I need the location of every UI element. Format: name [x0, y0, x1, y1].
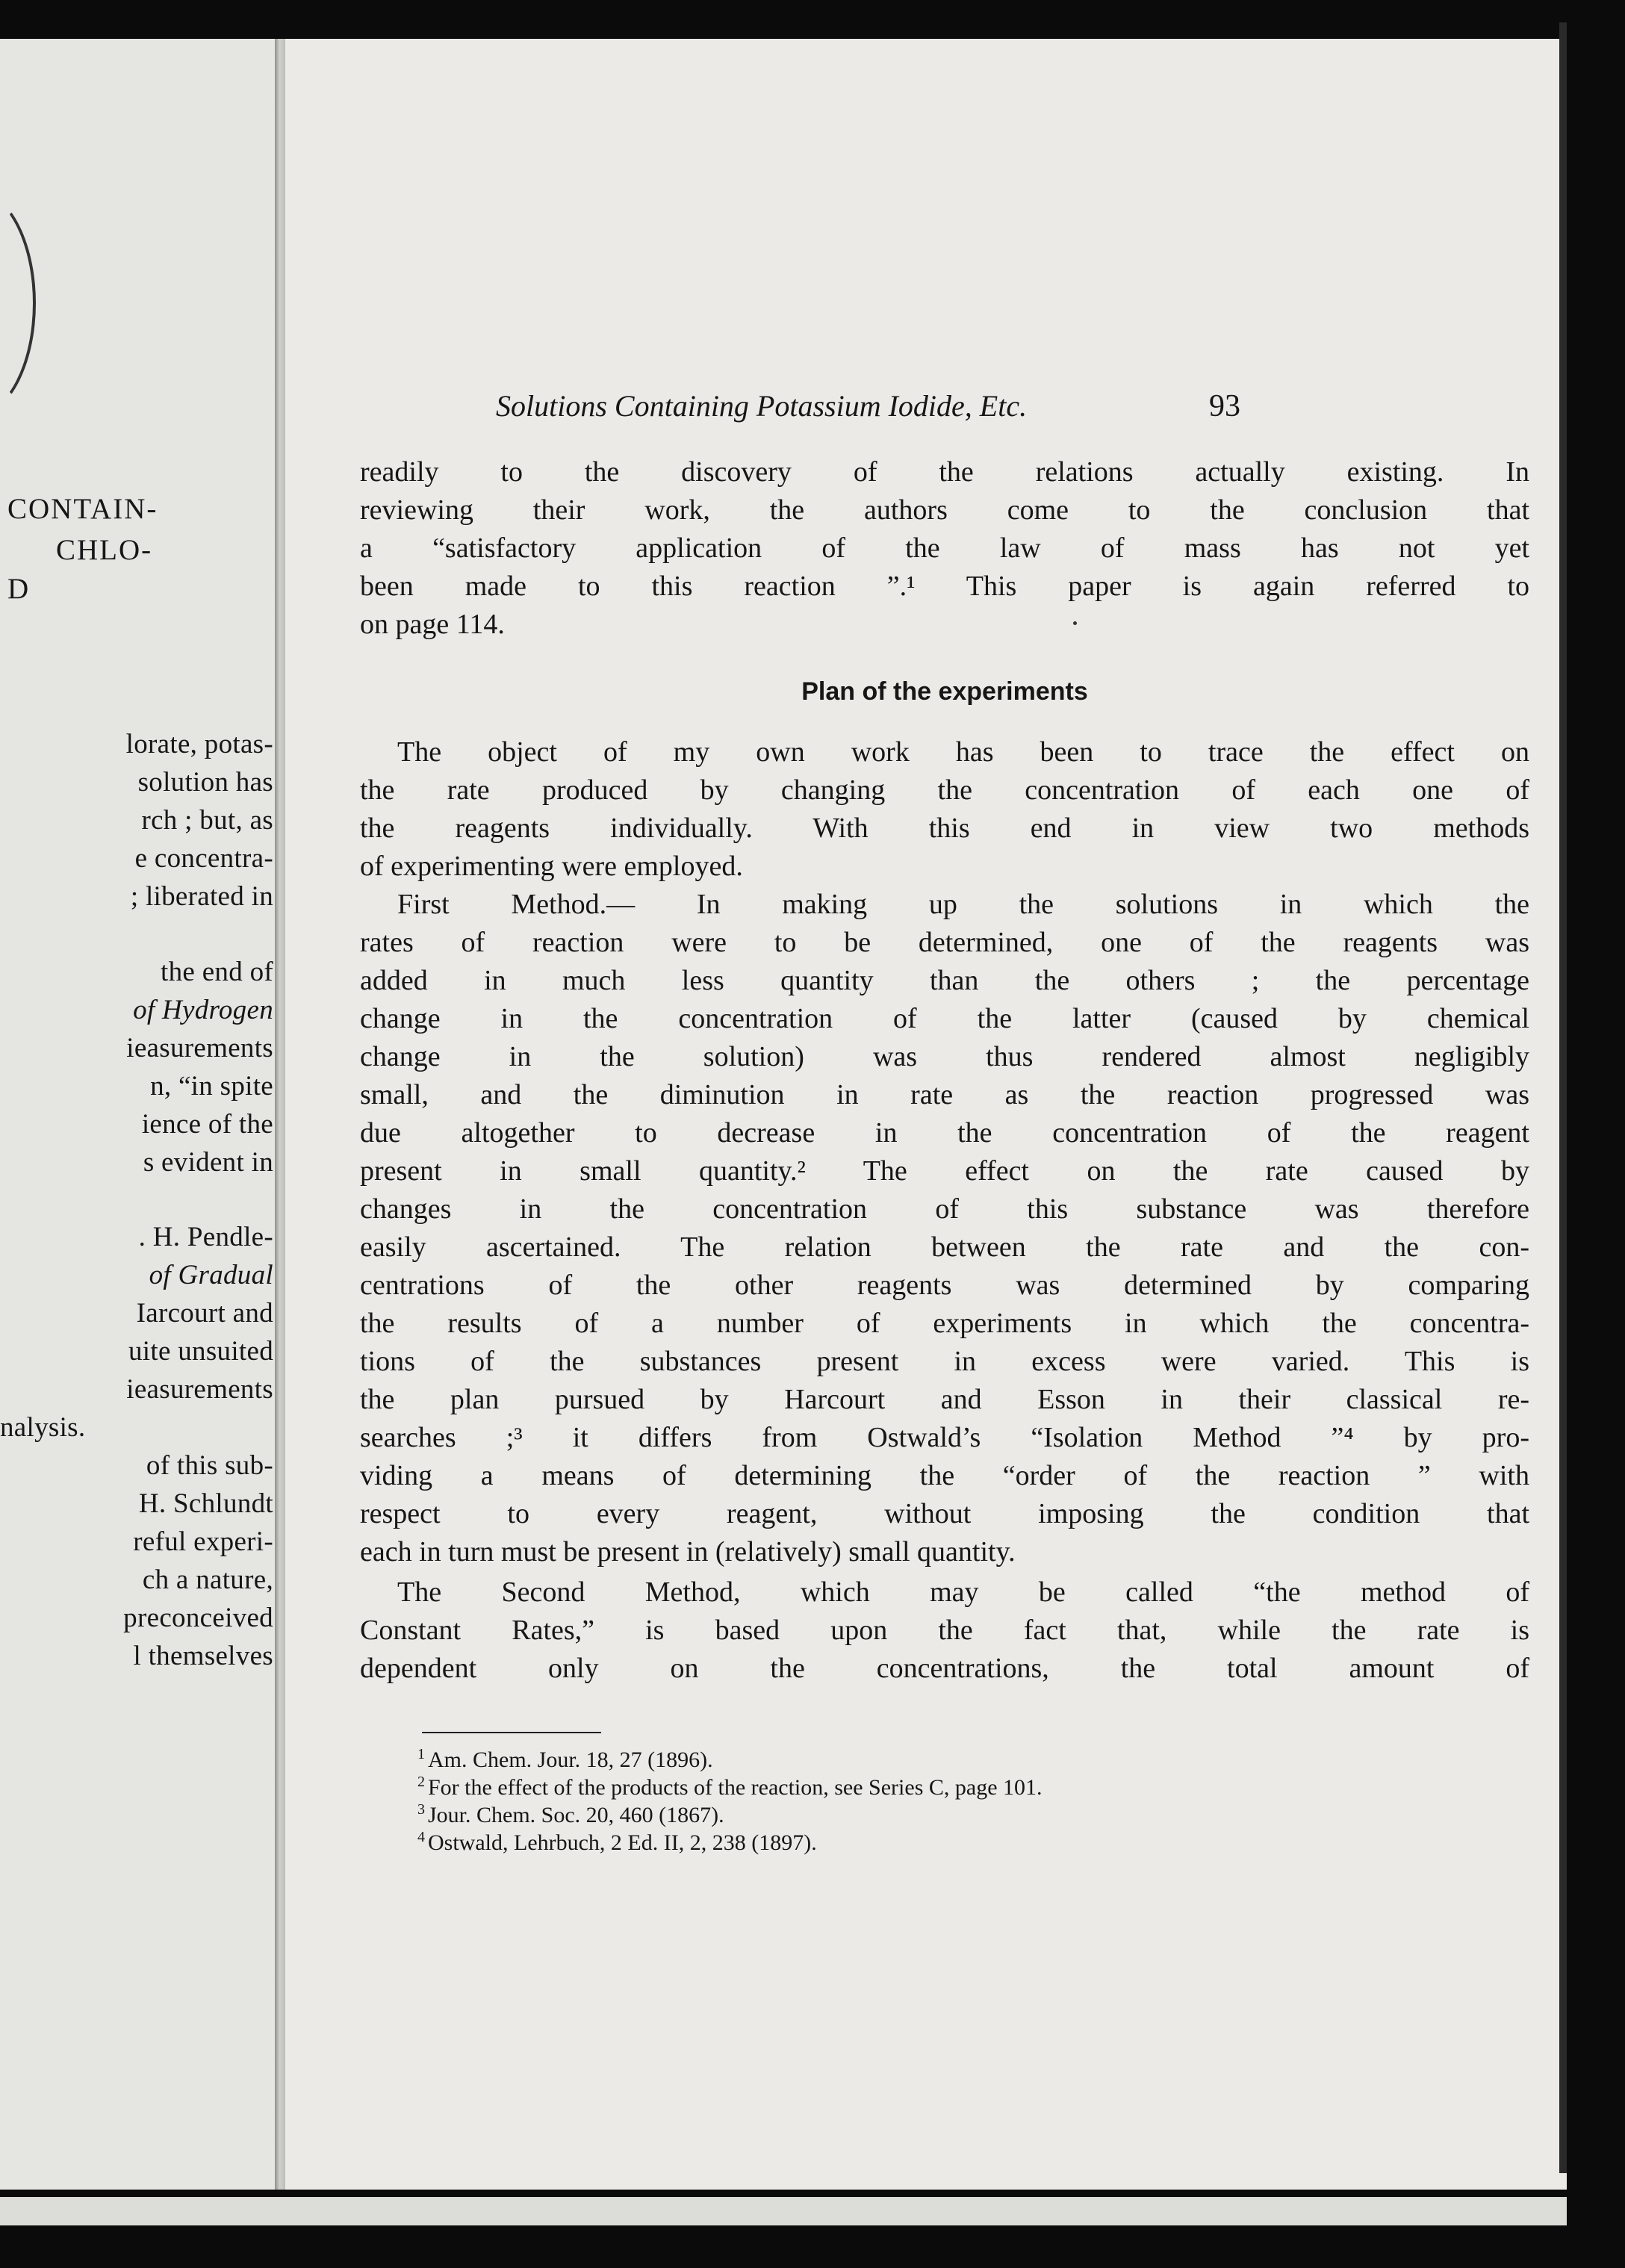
text-line: the results of a number of experiments in which the concentra- — [360, 1308, 1529, 1339]
footnote-text: Am. Chem. Jour. 18, 27 (1896). — [428, 1747, 713, 1772]
left-text-line: preconceived — [123, 1603, 273, 1633]
left-text-line: solution has — [137, 767, 273, 798]
text-line: on page 114. — [360, 609, 505, 640]
left-text-line: l themselves — [133, 1641, 273, 1671]
text-line: readily to the discovery of the relations actually existing. In — [360, 456, 1529, 488]
left-text-line: uite unsuited — [128, 1336, 273, 1367]
left-text-line: ience of the — [141, 1109, 273, 1140]
text-line: change in the solution) was thus rendered almost negligibly — [360, 1041, 1529, 1072]
book-edge-shadow — [1559, 22, 1567, 2173]
left-text-line: e concentra- — [134, 843, 273, 874]
text-line: the rate produced by changing the concentration of each one of — [360, 774, 1529, 806]
footnote-mark: 1 — [417, 1746, 425, 1762]
footnote-mark: 4 — [417, 1829, 425, 1845]
left-text-line: of this sub- — [146, 1450, 273, 1481]
right-page — [285, 39, 1567, 2190]
left-text-line: n, “in spite — [150, 1071, 273, 1102]
footnote — [417, 1797, 724, 1828]
speck — [1073, 621, 1077, 625]
page-number: 93 — [1209, 389, 1240, 423]
footnote-text: For the effect of the products of the reaction, see Series C, page 101. — [428, 1775, 1043, 1800]
left-text-line: H. Schlundt — [138, 1488, 273, 1519]
text-line: First Method.— In making up the solutions in which the — [397, 889, 1529, 920]
text-line: The Second Method, which may be called “the method of — [397, 1576, 1529, 1608]
left-text-line: ieasurements — [126, 1033, 273, 1063]
text-line: small, and the diminution in rate as the reaction progressed was — [360, 1079, 1529, 1110]
left-text-line: of Hydrogen — [133, 995, 273, 1025]
text-line: centrations of the other reagents was determined by comparing — [360, 1270, 1529, 1301]
left-text-line: the end of — [161, 957, 273, 987]
text-line: The object of my own work has been to trace the effect on — [397, 736, 1529, 768]
left-heading-line: CHLO- — [56, 534, 153, 566]
footnote-mark: 3 — [417, 1801, 425, 1818]
text-line: tions of the substances present in excess were varied. This is — [360, 1346, 1529, 1377]
left-text-line: of Gradual — [149, 1260, 273, 1290]
left-text-line: lorate, potas- — [125, 729, 273, 759]
left-text-line: Iarcourt and — [136, 1298, 273, 1329]
text-line: each in turn must be present in (relatively) small quantity. — [360, 1536, 1016, 1568]
running-head: Solutions Containing Potassium Iodide, Etc. — [496, 389, 1028, 423]
text-line: the reagents individually. With this end in view two methods — [360, 813, 1529, 844]
left-text-line: nalysis. — [0, 1412, 86, 1443]
footnote-text: Ostwald, Lehrbuch, 2 Ed. II, 2, 238 (1897). — [428, 1830, 817, 1855]
text-line: present in small quantity.² The effect on the rate caused by — [360, 1155, 1529, 1187]
text-line: been made to this reaction ”.¹ This paper is again referred to — [360, 571, 1529, 602]
text-line: viding a means of determining the “order of the reaction ” with — [360, 1460, 1529, 1491]
text-line: of experimenting were employed. — [360, 851, 743, 882]
text-line: due altogether to decrease in the concentration of the reagent — [360, 1117, 1529, 1149]
left-text-line: rch ; but, as — [141, 805, 273, 836]
left-page — [0, 39, 275, 2190]
left-text-line: reful experi- — [133, 1526, 273, 1557]
left-text-line: ieasurements — [126, 1374, 273, 1405]
left-page-ornament — [0, 188, 36, 418]
left-text-line: . H. Pendle- — [138, 1222, 273, 1252]
footnote-mark: 2 — [417, 1774, 425, 1790]
page-bottom-edge — [0, 2197, 1567, 2225]
text-line: dependent only on the concentrations, the total amount of — [360, 1653, 1529, 1684]
text-line: easily ascertained. The relation between the rate and the con- — [360, 1231, 1529, 1263]
text-line: added in much less quantity than the others ; the percentage — [360, 965, 1529, 996]
text-line: rates of reaction were to be determined, one of the reagents was — [360, 927, 1529, 958]
text-line: reviewing their work, the authors come to the conclusion that — [360, 494, 1529, 526]
text-line: Constant Rates,” is based upon the fact that, while the rate is — [360, 1615, 1529, 1646]
text-line: a “satisfactory application of the law of mass has not yet — [360, 532, 1529, 564]
text-line: searches ;³ it differs from Ostwald’s “Isolation Method ”⁴ by pro- — [360, 1422, 1529, 1453]
footnote-text: Jour. Chem. Soc. 20, 460 (1867). — [428, 1803, 724, 1827]
text-line: change in the concentration of the latter (caused by chemical — [360, 1003, 1529, 1034]
footnote — [417, 1824, 817, 1856]
left-text-line: ch a nature, — [142, 1565, 273, 1595]
left-heading-line: D — [7, 573, 31, 605]
left-text-line: ; liberated in — [130, 881, 273, 912]
text-line: the plan pursued by Harcourt and Esson in their classical re- — [360, 1384, 1529, 1415]
footnote — [417, 1769, 1043, 1801]
section-heading: Plan of the experiments — [801, 677, 1088, 706]
book-gutter — [275, 39, 285, 2190]
left-heading-line: CONTAIN- — [7, 493, 158, 525]
footnote-rule — [422, 1732, 601, 1733]
text-line: respect to every reagent, without imposing the condition that — [360, 1498, 1529, 1529]
left-text-line: s evident in — [143, 1147, 273, 1178]
book-spread — [0, 39, 1567, 2190]
footnote — [417, 1742, 713, 1773]
text-line: changes in the concentration of this substance was therefore — [360, 1193, 1529, 1225]
